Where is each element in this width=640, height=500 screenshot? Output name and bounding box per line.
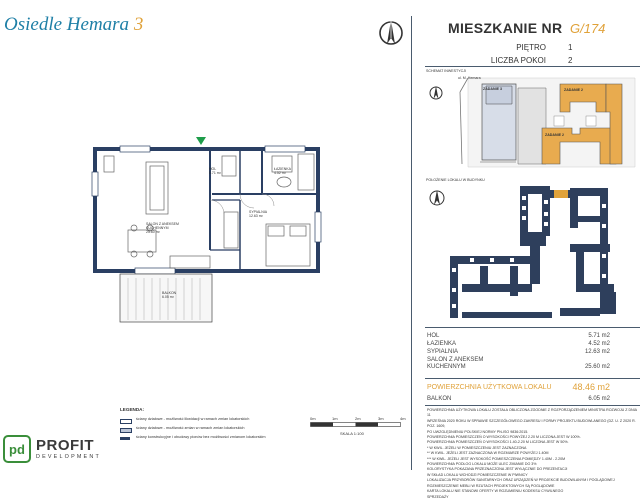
- company-name: PROFIT: [36, 437, 94, 454]
- area-value-sypialnia: 12.63 m2: [584, 349, 610, 355]
- room-label-hol: HOL 5.71 m²: [209, 167, 221, 175]
- legend-swatch: [120, 437, 130, 440]
- note-line: ROZMIESZCZENIE MEBLI W RZUTACH PROJEKTOWYCH SĄ POGLĄDOWE: [427, 483, 555, 488]
- scale-mark: 4m: [400, 416, 406, 421]
- rooms-label: LICZBA POKOI: [490, 56, 546, 65]
- apartment-title: MIESZKANIE NR: [448, 20, 563, 36]
- location-plan-label: POŁOŻENIE LOKALU W BUDYNKU: [426, 178, 485, 182]
- legend-title: LEGENDA:: [120, 407, 144, 412]
- separator: [425, 66, 640, 67]
- note-line: KOLORYSTYKA POKAZANA PRZEZNACZONA JEST WYŁĄCZNIE DO PREZENTACJI: [427, 467, 568, 472]
- note-line: POWIERZCHNIA POMIESZCZEŃ O WYSOKOŚCI POWYŻEJ 2.20 M LICZONA JEST W 100%.: [427, 435, 581, 440]
- area-value-salon: 25.60 m2: [584, 364, 610, 370]
- note-line: POWIERZCHNIA PODLOG LOKALU MOŻE ULEC ZMIANIE DO 3%: [427, 462, 537, 467]
- note-line: * W KWIL. JEŻELI W POMIESZCZENIU JEST ZAZNACZONA: [427, 445, 527, 450]
- apartment-floor-plan: [90, 132, 330, 328]
- area-value-hol: 5.71 m2: [588, 333, 610, 339]
- note-line: KARTA LOKALU NIE STANOWI OFERTY W ROZUMIENIU KODEKSU CYWILNEGO: [427, 489, 564, 494]
- project-number: 3: [133, 14, 144, 35]
- company-subtitle: DEVELOPMENT: [36, 454, 101, 460]
- note-line: POWIERZCHNIA POMIESZCZEŃ O WYSOKOŚCI 1.40-2.20 M LICZONA JEST W 50%.: [427, 440, 569, 445]
- total-area-value: 48.46 m2: [572, 382, 610, 392]
- task2-bottom-label: ZADANIE 2: [545, 133, 564, 137]
- balcony-label: BALKON: [427, 396, 452, 402]
- legend-item: ściany działowe - możliwość likwidacji w ramach zmian lokatorskich: [136, 417, 250, 421]
- note-line: LOKALIZACJA PRZYBORÓW SANITARNYCH ORAZ URZĄDZEŃ W PROJEKCIE BUDOWLANYM I POGLĄDOWEJ: [427, 478, 615, 483]
- note-line: *** W KWIL. JEŻELI JEST WYSOKOŚĆ POMIESZCZENIA POMIĘDZY 1.40M - 2.20M: [427, 456, 566, 461]
- floor-label: PIĘTRO: [516, 43, 546, 52]
- room-label-salon: SALON Z ANEKSEM KUCHENNYM 25.60 m²: [146, 222, 179, 234]
- scale-mark: 0m: [310, 416, 316, 421]
- divider: [411, 16, 412, 470]
- separator: [425, 405, 640, 406]
- project-logo-title: [4, 14, 143, 36]
- scale-mark: 3m: [378, 416, 384, 421]
- note-line: SPRZEDAŻY: [427, 494, 449, 499]
- area-value-lazienka: 4.52 m2: [588, 341, 610, 347]
- note-line: PO UWZGLĘDNIENIU POLSKIEJ NORMY PN-ISO 9836:2015.: [427, 429, 529, 434]
- room-label-sypialnia: SYPIALNIA 12.63 m²: [249, 210, 268, 218]
- compass-icon: [378, 18, 404, 50]
- note-line: WRZEŚNIA 2020 ROKU W SPRAWIE SZCZEGÓŁOWEGO ZAKRESU I FORMY PROJEKTU BUDOWLANEGO (DZ. U. Z 2020 R. POZ. 1609,: [427, 418, 636, 429]
- site-plan-label: SCHEMAT INWESTYCJI: [426, 69, 466, 73]
- area-label-lazienka: ŁAZIENKA: [427, 341, 457, 347]
- separator: [425, 327, 640, 328]
- total-area-label: POWIERZCHNIA UŻYTKOWA LOKALU: [427, 384, 552, 391]
- scale-mark: 1m: [332, 416, 338, 421]
- apartment-id: G/174: [570, 21, 606, 36]
- separator: [425, 378, 640, 379]
- legend-item: ściany działowe - możliwość zmian w ramach zmian lokatorskich: [136, 426, 245, 430]
- note-line: POWIERZCHNIA UŻYTKOWA LOKALU ZOSTAŁA OBLICZONA ZGODNIE Z ROZPORZĄDZENIEM MINISTRA ROZWOJU Z DNIA 11: [427, 408, 637, 418]
- floor-value: 1: [568, 43, 573, 52]
- area-label-hol: HOL: [427, 333, 440, 339]
- legend-swatch: [120, 428, 132, 433]
- svg-text:pd: pd: [9, 442, 25, 457]
- compass-icon: [428, 84, 444, 102]
- area-label-salon: SALON Z ANEKSEM KUCHENNYM: [427, 357, 484, 370]
- scale-caption: SKALA 1:100: [340, 431, 364, 436]
- building-floor-plan: [450, 184, 640, 324]
- task2-top-label: ZADANIE 2: [564, 88, 583, 92]
- profit-logo-icon: [3, 435, 31, 463]
- room-label-balkon: BALKON 6.05 m²: [162, 291, 177, 299]
- note-line: ** W KWIL. JEŻELI JEST ZAZNACZONA W ROZMIARZE POWYŻEJ 1.40M: [427, 451, 549, 456]
- entrance-marker-icon: [196, 137, 206, 145]
- project-name: Osiedle Hemara: [4, 14, 130, 35]
- notes-block: [427, 408, 637, 500]
- street-label: ul. M. Hemara: [458, 76, 481, 80]
- rooms-value: 2: [568, 56, 573, 65]
- task3-label: ZADANIE 3: [483, 87, 502, 91]
- site-plan: [420, 72, 640, 172]
- room-label-lazienka: ŁAZIENKA 4.52 m²: [274, 167, 291, 175]
- legend-item: ściany konstrukcyjne i obudowy pionów bez możliwości zmianom lokatorskim: [136, 435, 266, 439]
- note-line: W SKŁAD LOKALU WCHODZI POMIESZCZENIE W PIWNICY: [427, 472, 528, 477]
- area-label-sypialnia: SYPIALNIA: [427, 349, 459, 355]
- legend-swatch: [120, 419, 132, 424]
- balcony-value: 6.05 m2: [588, 396, 610, 402]
- scale-bar: [310, 422, 406, 428]
- compass-icon: [428, 188, 446, 208]
- scale-mark: 2m: [355, 416, 361, 421]
